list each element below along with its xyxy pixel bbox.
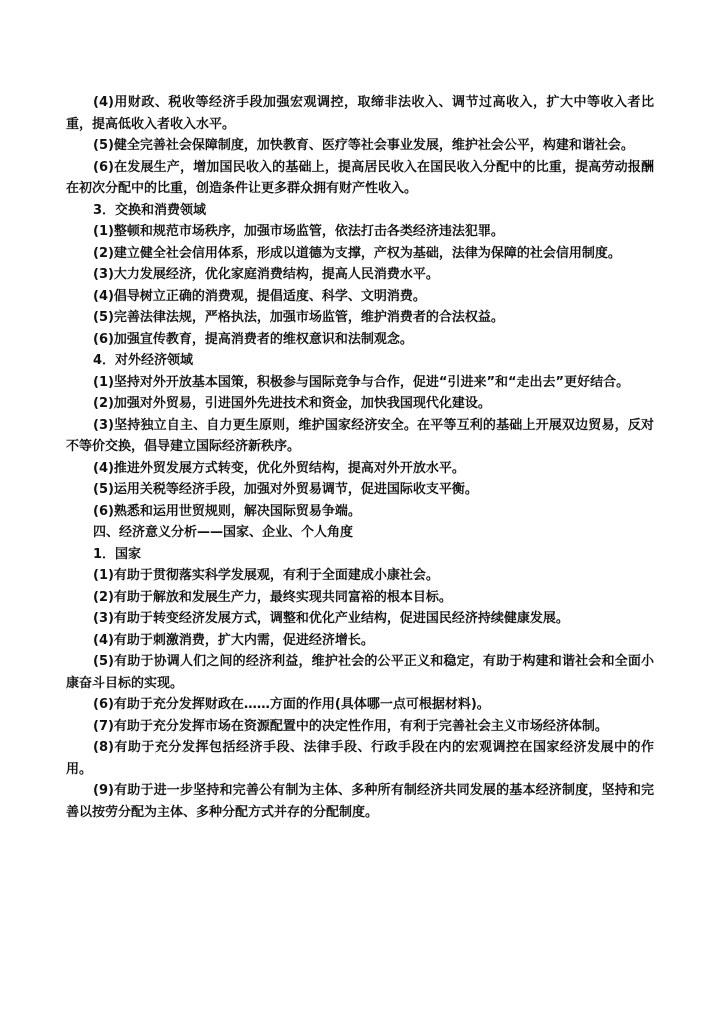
paragraph: (5)健全完善社会保障制度，加快教育、医疗等社会事业发展，维护社会公平，构建和谐社会。: [93, 138, 634, 153]
paragraph: (6)加强宣传教育，提高消费者的维权意识和法制观念。: [93, 331, 413, 347]
chapter-heading: 四、经济意义分析——国家、企业、个人角度: [93, 525, 354, 540]
section-heading: 1．国家: [93, 546, 142, 562]
paragraph: (2)有助于解放和发展生产力，最终实现共同富裕的根本目标。: [93, 589, 452, 605]
paragraph: (1)整顿和规范市场秩序，加强市场监管，依法打击各类经济违法犯罪。: [93, 224, 504, 239]
paragraph: (5)有助于协调人们之间的经济利益，维护社会的公平正义和稳定，有助于构建和谐社会和全面小康奋斗目标的实现。: [66, 654, 654, 691]
paragraph: (3)有助于转变经济发展方式，调整和优化产业结构，促进国民经济持续健康发展。: [93, 611, 569, 626]
paragraph: (8)有助于充分发挥包括经济手段、法律手段、行政手段在内的宏观调控在国家经济发展中的作用。: [66, 740, 654, 777]
paragraph: (4)推进外贸发展方式转变，优化外贸结构，提高对外开放水平。: [93, 460, 465, 476]
paragraph: (4)倡导树立正确的消费观，提倡适度、科学、文明消费。: [93, 288, 426, 304]
paragraph: (1)有助于贯彻落实科学发展观，有利于全面建成小康社会。: [93, 568, 439, 583]
paragraph: (6)有助于充分发挥财政在……方面的作用(具体哪一点可根据材料)。: [93, 697, 490, 712]
paragraph: (4)用财政、税收等经济手段加强宏观调控，取缔非法收入、调节过高收入，扩大中等收入者比重，提高低收入者收入水平。: [66, 95, 654, 132]
paragraph: (7)有助于充分发挥市场在资源配置中的决定性作用，有利于完善社会主义市场经济体制。: [93, 718, 608, 734]
paragraph: (5)完善法律法规，严格执法，加强市场监管，维护消费者的合法权益。: [93, 310, 504, 325]
paragraph: (6)熟悉和运用世贸规则，解决国际贸易争端。: [93, 503, 361, 519]
section-heading: 3．交换和消费领域: [93, 202, 207, 218]
paragraph: (1)坚持对外开放基本国策，积极参与国际竞争与合作，促进“引进来”和“走出去”更好结合。: [93, 374, 630, 390]
paragraph: (2)加强对外贸易，引进国外先进技术和资金，加快我国现代化建设。: [93, 396, 491, 411]
paragraph: (3)大力发展经济，优化家庭消费结构，提高人民消费水平。: [93, 267, 439, 282]
paragraph: (9)有助于进一步坚持和完善公有制为主体、多种所有制经济共同发展的基本经济制度，坚持和完善以按劳分配为主体、多种分配方式并存的分配制度。: [66, 783, 654, 820]
paragraph: (3)坚持独立自主、自力更生原则，维护国家经济安全。在平等互利的基础上开展双边贸易，反对不等价交换，倡导建立国际经济新秩序。: [66, 417, 654, 454]
paragraph: (2)建立健全社会信用体系，形成以道德为支撑，产权为基础，法律为保障的社会信用制度。: [93, 245, 621, 261]
paragraph: (5)运用关税等经济手段，加强对外贸易调节，促进国际收支平衡。: [93, 482, 478, 497]
paragraph: (6)在发展生产，增加国民收入的基础上，提高居民收入在国民收入分配中的比重，提高劳动报酬在初次分配中的比重，创造条件让更多群众拥有财产性收入。: [66, 159, 654, 196]
section-heading: 4．对外经济领域: [93, 353, 194, 368]
paragraph: (4)有助于刺激消费，扩大内需，促进经济增长。: [93, 632, 374, 648]
